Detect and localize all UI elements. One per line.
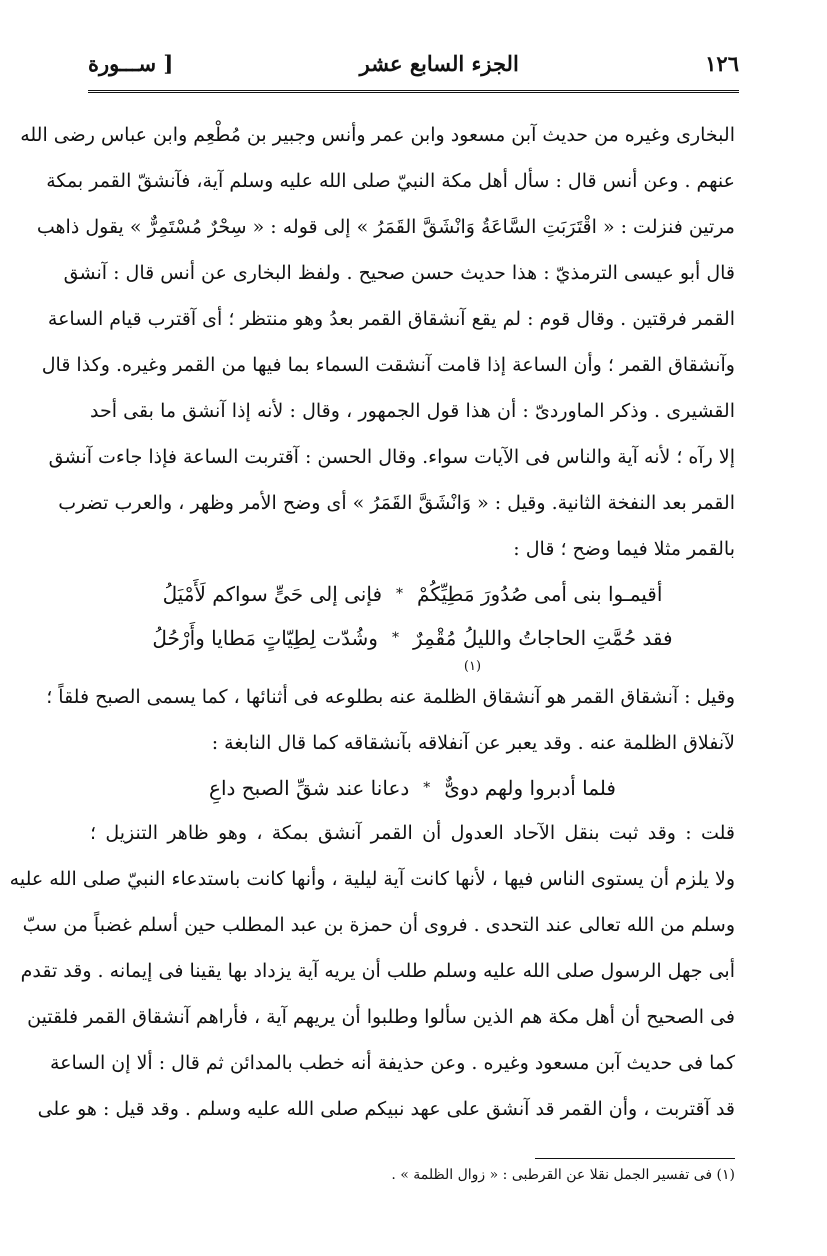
verse-separator: * [396,586,404,602]
surah-label: [ ســـورة [88,50,174,76]
body-text [9,112,735,1132]
text-line: مرتين فنزلت : « اقْتَرَبَتِ السَّاعَةُ وَانْشَقَّ القَمَرُ » إلى قوله : « سِحْرٌ مُسْتَمِرٌّ » يقول ذاهب [36,216,735,238]
text-line: فى الصحيح أن أهل مكة هم الذين سألوا وطلبوا أن يريهم آية ، فأراهم آنشقاق القمر فلقتين [27,1006,735,1028]
verse-hemistich-right: فلما أدبروا ولهم دوىٌّ [444,776,616,800]
text-line: ولا يلزم أن يستوى الناس فيها ، لأنها كانت آية ليلية ، وأنها كانت باستدعاء النبيّ صلى الله عليه [9,868,735,890]
poem-verse [90,572,735,616]
verse-hemistich-left: وشُدّت لِطِيّاتٍ مَطايا وأَرْحُلُ [152,626,378,650]
text-line: أبى جهل الرسول صلى الله عليه وسلم طلب أن يريه آية يزداد بها يقينا فى إيمانه . وقد تقدم [20,960,735,982]
text-line: البخارى وغيره من حديث آبن مسعود وابن عمر وأنس وجبير بن مُطْعِم وابن عباس رضى الله [20,124,735,146]
verse-hemistich-left: دعانا عند شقِّ الصبح داعِ [209,776,410,800]
text-line: بالقمر مثلا فيما وضح ؛ قال : [513,538,735,560]
text-line: وآنشقاق القمر ؛ وأن الساعة إذا قامت آنشقت السماء بما فيها من القمر وغيره. وكذا قال [41,354,735,376]
text-line: القمر بعد النفخة الثانية. وقيل : « وَانْشَقَّ القَمَرُ » أى وضح الأمر وظهر ، والعرب تضرب [58,492,735,514]
verse-hemistich-left: فإنى إلى حَىٍّ سواكم لَأَمْيَلُ [162,582,383,606]
text-line: لآنفلاق الظلمة عنه . وقد يعبر عن آنفلاقه بآنشقاقه كما قال النابغة : [211,732,735,754]
text-line: إلا رآه ؛ لأنه آية والناس فى الآيات سواء. وقال الحسن : آقتربت الساعة فإذا جاءت آنشق [48,446,735,468]
verse-separator: * [391,630,399,646]
header-rule [88,90,739,93]
text-line: وسلم من الله تعالى عند التحدى . فروى أن حمزة بن عبد المطلب حين أسلم غضباً من سبّ [22,914,735,936]
footnote: (١) فى تفسير الجمل نقلا عن القرطبى : « زوال الظلمة » . [391,1167,735,1183]
page-header [88,38,739,88]
verse-separator: * [423,780,431,796]
page-number: ١٢٦ [705,50,739,76]
poem-verse [90,766,735,810]
text-line: القشيرى . وذكر الماوردىّ : أن هذا قول الجمهور ، وقال : لأنه إذا آنشق ما بقى أحد [90,400,735,422]
text-line: قال أبو عيسى الترمذيّ : هذا حديث حسن صحيح . ولفظ البخارى عن أنس قال : آنشق [63,262,735,284]
verse-hemistich-right: فقد حُمَّتِ الحاجاتُ والليلُ مُقْمِرٌ [412,626,673,650]
text-line: عنهم . وعن أنس قال : سأل أهل مكة النبيّ صلى الله عليه وسلم آية، فآنشقّ القمر بمكة [46,170,735,192]
footnote-reference: (١) [463,659,482,674]
text-line: القمر فرقتين . وقال قوم : لم يقع آنشقاق القمر بعدُ وهو منتظر ؛ أى آقترب قيام الساعة [47,308,735,330]
text-line: قد آقتربت ، وأن القمر قد آنشق على عهد نبيكم صلى الله عليه وسلم . وقد قيل : هو على [37,1098,735,1120]
text-line: قلت : وقد ثبت بنقل الآحاد العدول أن القمر آنشق بمكة ، وهو ظاهر التنزيل ؛ [90,822,735,844]
text-line: وقيل : آنشقاق القمر هو آنشقاق الظلمة عنه بطلوعه فى أثنائها ، كما يسمى الصبح فلقاً ؛ [46,686,735,708]
verse-hemistich-right: أقيمـوا بنى أمى صُدُورَ مَطِيِّكُمْ [417,582,663,606]
footnote-rule [535,1158,735,1159]
poem-verse [90,616,735,660]
text-line: كما فى حديث آبن مسعود وغيره . وعن حذيفة أنه خطب بالمدائن ثم قال : ألا إن الساعة [49,1052,735,1074]
part-title: الجزء السابع عشر [359,50,519,76]
